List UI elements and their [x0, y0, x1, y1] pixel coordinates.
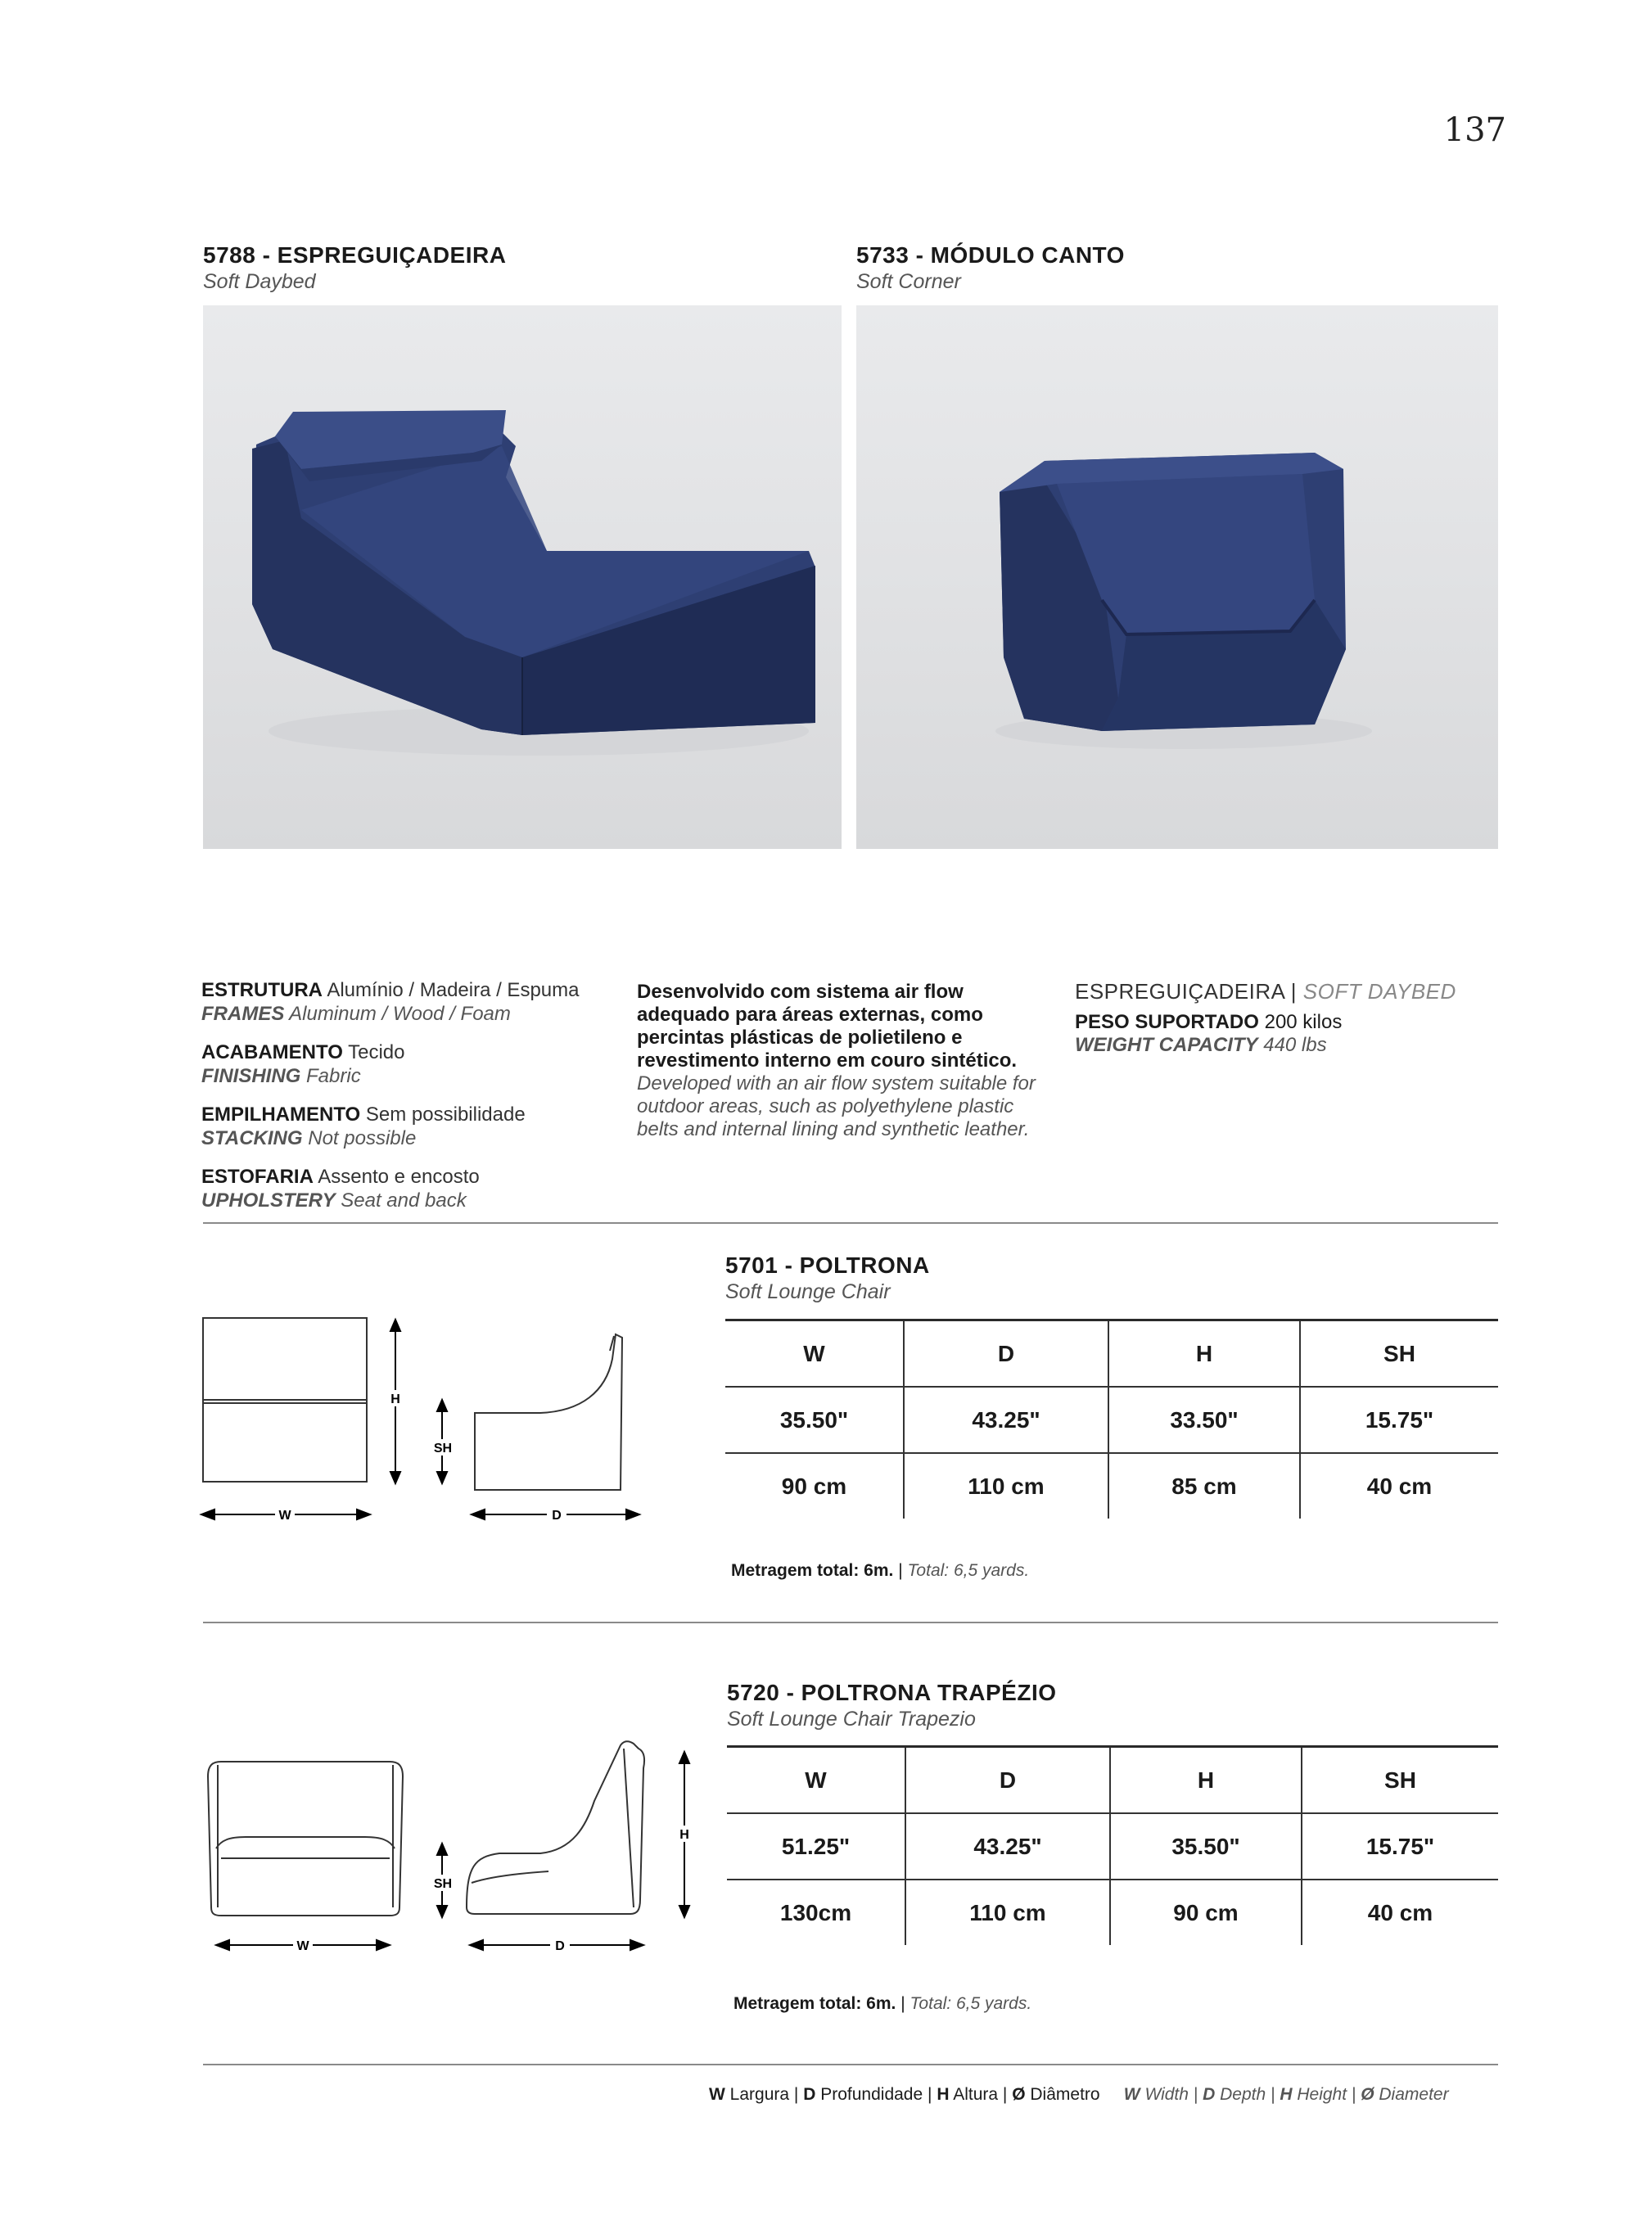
product-heading-daybed: [203, 242, 506, 294]
table-cell: 85 cm: [1108, 1453, 1300, 1519]
column-header: H: [1108, 1320, 1300, 1388]
table-cell: 40 cm: [1302, 1880, 1498, 1945]
legend-en: [1124, 2085, 1449, 2104]
depth-label: D: [555, 1939, 565, 1953]
spec-label-en: FRAMES: [201, 1003, 285, 1025]
dimensions-table-trapezio: [727, 1745, 1498, 1945]
yardage-separator: |: [900, 1994, 905, 2013]
spec-value-pt: Tecido: [348, 1041, 405, 1063]
product-subtitle: Soft Corner: [856, 270, 961, 293]
dimensions-table-lounge-chair: [725, 1319, 1498, 1519]
table-cell: 90 cm: [781, 1473, 847, 1499]
height-label: H: [390, 1392, 400, 1406]
spec-value-pt: Sem possibilidade: [365, 1103, 526, 1126]
description: [637, 981, 1038, 1141]
legend-value: Height: [1297, 2085, 1347, 2104]
legend-key: H: [937, 2085, 950, 2104]
spec-value-en: Not possible: [308, 1127, 417, 1149]
fabric-yardage-lounge-chair: [731, 1561, 1029, 1581]
front-view-outline: [208, 1762, 403, 1916]
legend-separator: |: [928, 2085, 932, 2104]
legend-separator: |: [1271, 2085, 1275, 2104]
legend-separator: |: [793, 2085, 799, 2104]
yardage-en: Total: 6,5 yards.: [907, 1561, 1030, 1580]
column-header: H: [1110, 1747, 1302, 1814]
product-title: 5701 - POLTRONA: [725, 1252, 930, 1278]
product-subtitle: Soft Daybed: [203, 270, 316, 293]
table-cell: 43.25": [904, 1387, 1108, 1453]
column-header: SH: [1302, 1747, 1498, 1814]
width-label: W: [296, 1939, 309, 1953]
capacity-value-en: 440 lbs: [1263, 1034, 1327, 1056]
legend-key: Ø: [1361, 2085, 1374, 2104]
legend-pt: [709, 2085, 1104, 2104]
yardage-pt: Metragem total: 6m.: [731, 1561, 894, 1580]
height-label: H: [679, 1828, 689, 1842]
legend-value: Diâmetro: [1030, 2085, 1100, 2104]
spec-value-en: Seat and back: [341, 1189, 467, 1212]
dimension-legend: [709, 2085, 1498, 2105]
legend-key: H: [1280, 2085, 1293, 2104]
spec-label-pt: ACABAMENTO: [201, 1041, 343, 1063]
legend-key: W: [709, 2085, 725, 2104]
daybed-photo: [203, 305, 842, 849]
specifications: [201, 978, 627, 1227]
spec-value-pt: Alumínio / Madeira / Espuma: [327, 979, 580, 1001]
legend-value: Diameter: [1379, 2085, 1449, 2104]
table-header-row: [727, 1747, 1498, 1814]
width-label: W: [278, 1509, 291, 1523]
product-heading-trapezio: [727, 1680, 1057, 1731]
daybed-illustration: [203, 305, 842, 849]
section-divider: [203, 2064, 1498, 2065]
table-cell: 130cm: [779, 1899, 852, 1925]
dimension-arrows: [216, 1752, 689, 1950]
seat-height-label: SH: [433, 1442, 453, 1456]
table-cell: 51.25": [781, 1833, 851, 1859]
spec-label-en: UPHOLSTERY: [201, 1189, 336, 1212]
capacity-label-en: WEIGHT CAPACITY: [1075, 1034, 1258, 1056]
table-row-cm: [727, 1880, 1498, 1945]
table-cell: 43.25": [905, 1813, 1110, 1880]
legend-separator: |: [1193, 2085, 1198, 2104]
legend-key: D: [803, 2085, 816, 2104]
product-subtitle: Soft Lounge Chair: [725, 1280, 891, 1303]
product-title: 5733 - MÓDULO CANTO: [856, 242, 1125, 268]
table-cell: 15.75": [1300, 1387, 1498, 1453]
column-header: D: [905, 1747, 1110, 1814]
corner-module-illustration: [856, 305, 1498, 849]
side-view-outline: [467, 1741, 644, 1914]
legend-value: Largura: [729, 2085, 790, 2104]
table-cell: 90 cm: [1110, 1880, 1302, 1945]
page-number: 137: [1443, 111, 1506, 149]
legend-key: W: [1123, 2085, 1140, 2104]
spec-label-en: FINISHING: [201, 1065, 301, 1087]
table-row-cm: [725, 1453, 1498, 1519]
depth-label: D: [552, 1509, 562, 1523]
table-header-row: [725, 1320, 1498, 1388]
weight-capacity: [1075, 979, 1501, 1057]
column-header: W: [803, 1340, 825, 1366]
product-title: 5720 - POLTRONA TRAPÉZIO: [727, 1680, 1057, 1705]
legend-value: Width: [1144, 2085, 1189, 2104]
lounge-chair-technical-drawing: [196, 1302, 655, 1531]
table-cell: 35.50": [779, 1406, 849, 1433]
legend-value: Profundidade: [820, 2085, 923, 2104]
table-cell: 110 cm: [904, 1453, 1108, 1519]
spec-finishing: [201, 1040, 627, 1088]
legend-key: D: [1203, 2085, 1216, 2104]
table-row-inches: [725, 1387, 1498, 1453]
table-cell: 35.50": [1110, 1813, 1302, 1880]
yardage-pt: Metragem total: 6m.: [733, 1994, 896, 2013]
seat-height-label: SH: [433, 1877, 453, 1891]
product-subtitle: Soft Lounge Chair Trapezio: [727, 1708, 976, 1731]
description-en: Developed with an air flow system suitable for outdoor areas, such as polyethylene plastic belts and internal lining and synthetic leather.: [637, 1072, 1036, 1140]
description-pt: Desenvolvido com sistema air flow adequado para áreas externas, como percintas plásticas de polietileno e revestimento interno em couro sintético.: [637, 981, 1018, 1072]
corner-module-photo: [856, 305, 1498, 849]
capacity-heading-separator: |: [1290, 979, 1298, 1004]
spec-label-pt: ESTOFARIA: [201, 1166, 314, 1188]
section-divider: [203, 1622, 1498, 1623]
fabric-yardage-trapezio: [733, 1994, 1031, 2014]
product-title: 5788 - ESPREGUIÇADEIRA: [203, 242, 507, 268]
column-header: SH: [1300, 1320, 1498, 1388]
spec-value-en: Aluminum / Wood / Foam: [289, 1003, 511, 1025]
spec-value-pt: Assento e encosto: [318, 1166, 480, 1188]
spec-frames: [201, 978, 627, 1026]
legend-key: Ø: [1012, 2085, 1026, 2104]
capacity-heading-en: SOFT DAYBED: [1302, 979, 1456, 1004]
table-cell: 15.75": [1302, 1813, 1498, 1880]
product-heading-corner: [856, 242, 1125, 294]
spec-label-pt: EMPILHAMENTO: [201, 1103, 361, 1126]
table-row-inches: [727, 1813, 1498, 1880]
column-header: W: [805, 1767, 827, 1793]
spec-stacking: [201, 1103, 627, 1150]
yardage-en: Total: 6,5 yards.: [910, 1994, 1032, 2013]
capacity-value-pt: 200 kilos: [1264, 1011, 1343, 1033]
legend-separator: |: [1351, 2085, 1356, 2104]
table-cell: 33.50": [1108, 1387, 1300, 1453]
table-cell: 40 cm: [1300, 1453, 1498, 1519]
section-divider: [203, 1222, 1498, 1224]
legend-value: Depth: [1220, 2085, 1266, 2104]
legend-value: Altura: [953, 2085, 999, 2104]
yardage-separator: |: [898, 1561, 903, 1580]
capacity-label-pt: PESO SUPORTADO: [1075, 1011, 1259, 1033]
column-header: D: [904, 1320, 1108, 1388]
legend-separator: |: [1002, 2085, 1008, 2104]
spec-label-pt: ESTRUTURA: [201, 979, 323, 1001]
side-view-outline: [475, 1334, 622, 1490]
spec-upholstery: [201, 1165, 627, 1212]
product-heading-lounge-chair: [725, 1252, 930, 1304]
spec-value-en: Fabric: [306, 1065, 361, 1087]
spec-label-en: STACKING: [201, 1127, 303, 1149]
capacity-heading-pt: ESPREGUIÇADEIRA: [1075, 979, 1285, 1004]
table-cell: 110 cm: [905, 1880, 1110, 1945]
trapezio-technical-drawing: [196, 1735, 704, 1965]
